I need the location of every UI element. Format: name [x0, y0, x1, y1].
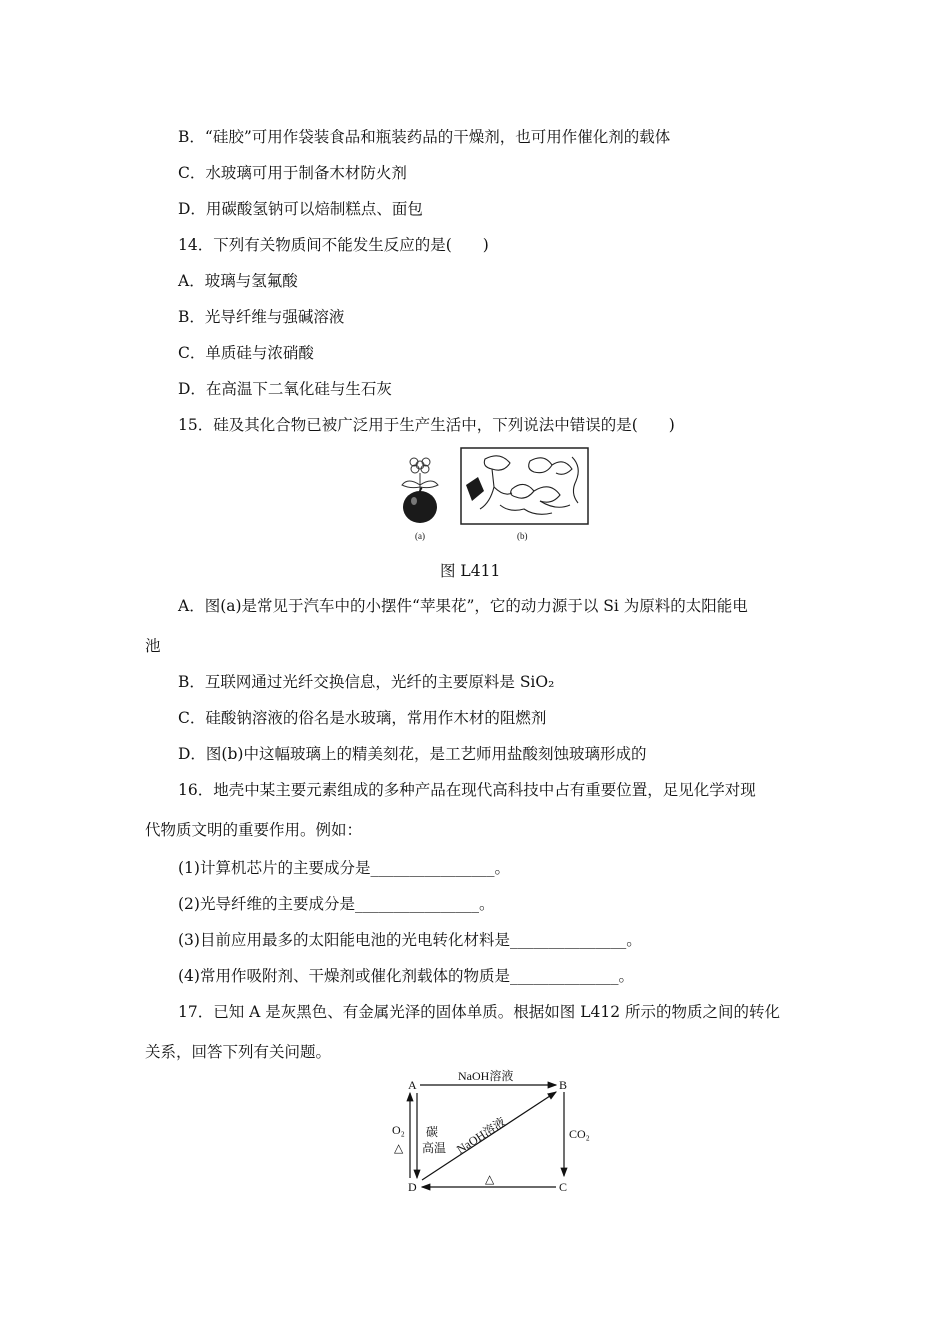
node-c: C	[559, 1180, 568, 1194]
option-14c: C．单质硅与浓硝酸	[178, 344, 314, 362]
label-a-to-d-bottom: 高温	[422, 1141, 447, 1155]
option-15a-line1: A．图(a)是常见于汽车中的小摆件“苹果花”，它的动力源于以 Si 为原料的太阳能电	[178, 597, 748, 615]
question-17-stem-line2: 关系，回答下列有关问题。	[145, 1043, 332, 1061]
engraved-glass-image	[460, 447, 590, 525]
label-c-to-d: △	[485, 1172, 495, 1186]
apple-flower-image	[390, 455, 450, 530]
label-b-to-c: CO₂	[569, 1127, 590, 1141]
option-13d: D．用碳酸氢钠可以焙制糕点、面包	[178, 200, 423, 218]
conversion-diagram	[380, 1068, 600, 1198]
question-16-part1: (1)计算机芯片的主要成分是________________。	[178, 859, 510, 877]
label-d-to-a-bottom: △	[394, 1141, 404, 1155]
option-15b: B．互联网通过光纤交换信息，光纤的主要原料是 SiO₂	[178, 673, 555, 691]
question-16-part4: (4)常用作吸附剂、干燥剂或催化剂载体的物质是______________。	[178, 967, 634, 985]
node-b: B	[559, 1078, 568, 1092]
question-16-stem-line2: 代物质文明的重要作用。例如：	[145, 821, 363, 839]
question-16-part2: (2)光导纤维的主要成分是________________。	[178, 895, 495, 913]
figure-label-b: (b)	[517, 531, 528, 541]
label-d-to-a-top: O₂	[392, 1123, 405, 1137]
label-a-to-b: NaOH溶液	[458, 1069, 514, 1083]
figure-caption-l411: 图 L411	[440, 562, 501, 580]
question-14-stem: 14．下列有关物质间不能发生反应的是( )	[178, 236, 489, 254]
label-d-to-b: NaOH溶液	[454, 1114, 509, 1157]
option-15d: D．图(b)中这幅玻璃上的精美刻花，是工艺师用盐酸刻蚀玻璃形成的	[178, 745, 647, 763]
label-a-to-d-top: 碳	[426, 1125, 439, 1139]
figure-label-a: (a)	[415, 531, 425, 541]
option-15a-line2: 池	[145, 637, 161, 655]
option-13c: C．水玻璃可用于制备木材防火剂	[178, 164, 407, 182]
option-13b: B．“硅胶”可用作袋装食品和瓶装药品的干燥剂，也可用作催化剂的载体	[178, 128, 671, 146]
question-17-stem-line1: 17．已知 A 是灰黑色、有金属光泽的固体单质。根据如图 L412 所示的物质之间的转化	[178, 1003, 781, 1021]
question-16-stem-line1: 16．地壳中某主要元素组成的多种产品在现代高科技中占有重要位置，足见化学对现	[178, 781, 756, 799]
node-d: D	[408, 1180, 417, 1194]
node-a: A	[408, 1078, 417, 1092]
option-14a: A．玻璃与氢氟酸	[178, 272, 298, 290]
option-15c: C．硅酸钠溶液的俗名是水玻璃，常用作木材的阻燃剂	[178, 709, 547, 727]
question-16-part3: (3)目前应用最多的太阳能电池的光电转化材料是_______________。	[178, 931, 642, 949]
option-14b: B．光导纤维与强碱溶液	[178, 308, 345, 326]
option-14d: D．在高温下二氧化硅与生石灰	[178, 380, 392, 398]
question-15-stem: 15．硅及其化合物已被广泛用于生产生活中，下列说法中错误的是( )	[178, 416, 675, 434]
